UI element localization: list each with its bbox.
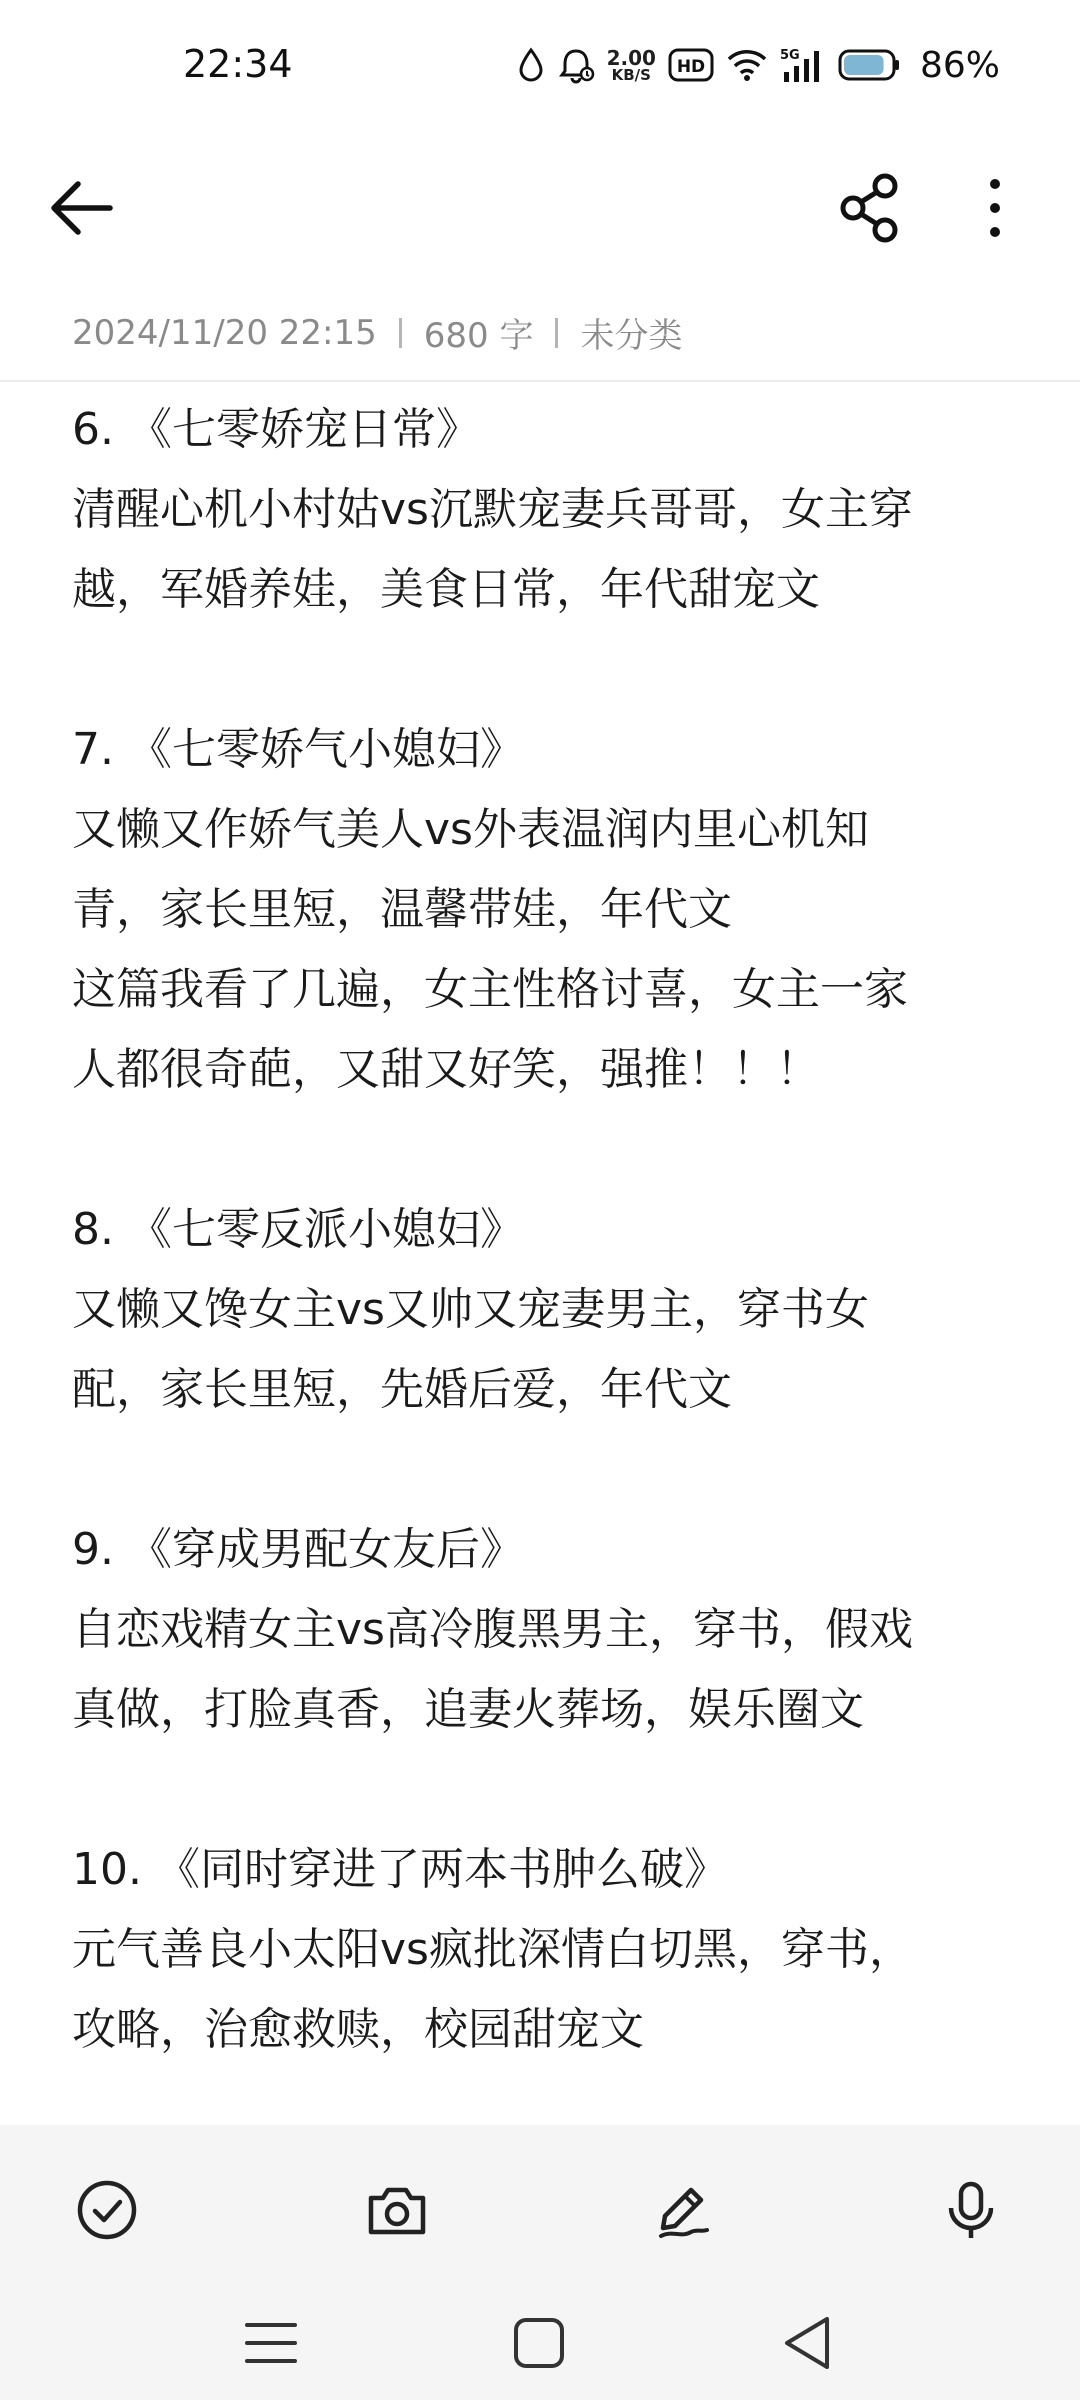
note-word-count: 680 字 [423,316,534,356]
entry-text: 青，家长里短，温馨带娃，年代文 [72,884,732,935]
battery-icon [838,48,902,82]
menu-icon [243,2315,299,2371]
status-icons [517,40,1000,90]
battery-percent: 86% [919,44,1000,86]
entry-text: 越，军婚养娃，美食日常，年代甜宠文 [72,564,820,615]
arrow-left-icon [44,172,124,244]
check-circle-icon [75,2178,139,2242]
entry-title: 8. 《七零反派小媳妇》 [72,1204,524,1255]
entry-title: 10. 《同时穿进了两本书肿么破》 [72,1844,728,1895]
meta-divider [0,380,1080,382]
more-options-button[interactable] [965,170,1025,246]
entry-text: 元气善良小太阳vs疯批深情白切黑，穿书， [72,1924,913,1975]
note-entry [72,390,1012,630]
net-speed-unit: KB/S [611,65,651,84]
camera-icon [365,2178,429,2242]
status-bar [0,0,1080,136]
note-date: 2024/11/20 22:15 [72,312,377,353]
note-entry [72,710,1012,1110]
status-time: 22:34 [183,42,293,86]
voice-input-button[interactable] [926,2165,1016,2255]
triangle-back-icon [779,2315,835,2371]
note-meta [72,308,682,357]
wifi-icon [726,47,768,83]
share-icon [835,170,905,246]
entry-text: 配，家长里短，先婚后爱，年代文 [72,1364,732,1415]
nav-home-button[interactable] [494,2303,584,2383]
cellular-5g-icon [780,46,826,84]
entry-text: 又懒又作娇气美人vs外表温润内里心机知 [72,804,869,855]
net-speed [606,45,656,84]
checklist-button[interactable] [62,2165,152,2255]
note-entry [72,1190,1012,1430]
microphone-icon [939,2178,1003,2242]
note-entry [72,1830,1012,2070]
note-entry [72,1510,1012,1750]
network-label: 5G [779,48,800,63]
pen-icon [651,2178,715,2242]
bottom-panel [0,2125,1080,2400]
entry-title: 9. 《穿成男配女友后》 [72,1524,524,1575]
entry-title: 7. 《七零娇气小媳妇》 [72,724,524,775]
entry-text: 清醒心机小村姑vs沉默宠妻兵哥哥，女主穿 [72,484,913,535]
meta-separator [399,318,402,348]
net-speed-value: 2.00 [606,45,656,70]
back-button[interactable] [44,172,124,244]
nav-recents-button[interactable] [226,2303,316,2383]
share-button[interactable] [835,170,905,246]
meta-separator [555,318,558,348]
nav-back-button[interactable] [762,2303,852,2383]
entry-text: 自恋戏精女主vs高冷腹黑男主，穿书，假戏 [72,1604,913,1655]
note-category[interactable]: 未分类 [580,316,683,356]
note-toolbar [0,150,1080,266]
entry-text: 这篇我看了几遍，女主性格讨喜，女主一家 [72,964,908,1015]
entry-text: 人都很奇葩，又甜又好笑，强推！！！ [72,1044,820,1095]
entry-text: 又懒又馋女主vs又帅又宠妻男主，穿书女 [72,1284,869,1335]
hd-icon [668,48,714,82]
note-body[interactable] [72,390,1012,2125]
more-vertical-icon [965,170,1025,246]
hd-label: HD [676,57,706,77]
entry-title: 6. 《七零娇宠日常》 [72,404,480,455]
data-saver-icon [517,47,545,83]
alarm-icon [557,46,595,84]
handwriting-button[interactable] [638,2165,728,2255]
entry-text: 攻略，治愈救赎，校园甜宠文 [72,2004,644,2055]
square-home-icon [511,2315,567,2371]
entry-text: 真做，打脸真香，追妻火葬场，娱乐圈文 [72,1684,864,1735]
camera-button[interactable] [352,2165,442,2255]
